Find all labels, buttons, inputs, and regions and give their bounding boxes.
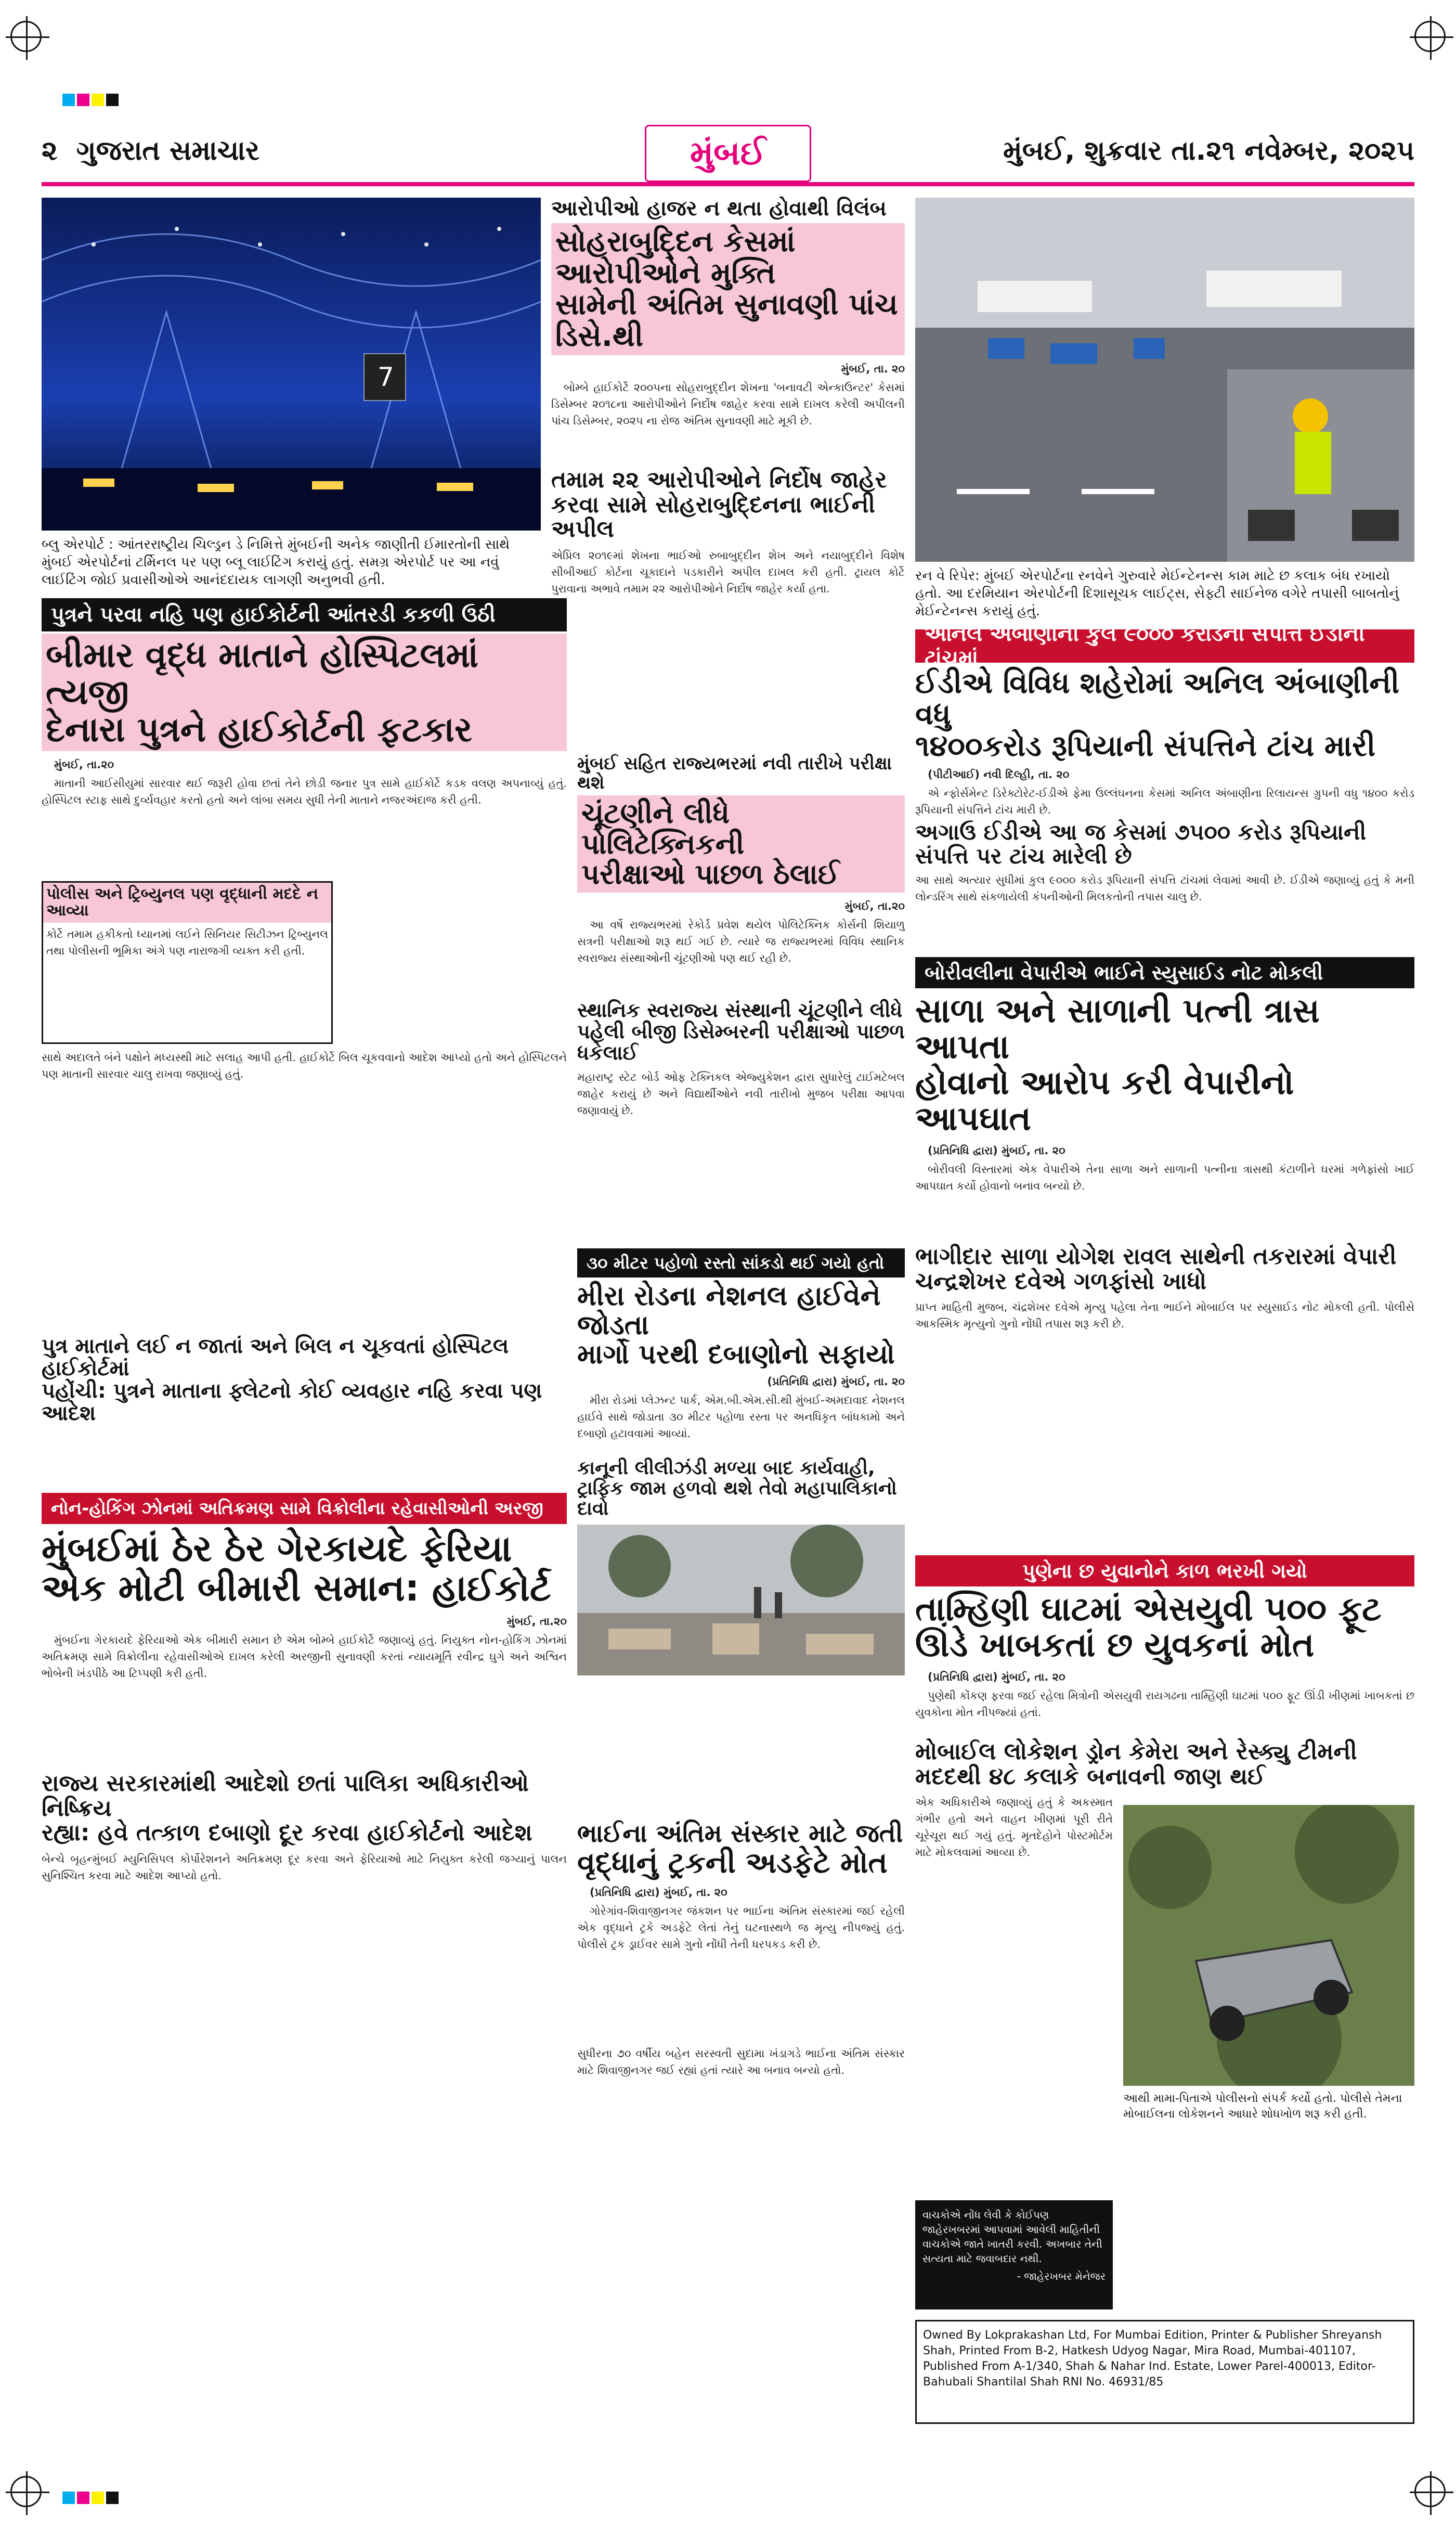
truck-body: [577, 1884, 905, 2040]
color-bar-bottom: [62, 2492, 121, 2506]
polytechnic-body: [577, 898, 905, 997]
runway-image: [915, 198, 1414, 562]
borivali-body-2: પ્રાપ્ત માહિતી મુજબ, ચંદ્રશેખર દવેએ મૃત્યુ પહેલા તેના ભાઈને મોબાઈલ પર સ્યુસાઈડ નોટ મોકલી હતી. પોલીસે આકસ્મિક મૃત્યુનો ગુનો નોંધી તપાસ શરૂ કરી છે.: [915, 1301, 1414, 1331]
advert-notice-signoff: - જાહેરખબર મેનેજર: [1017, 2270, 1106, 2282]
registration-mark-top-right: [1414, 21, 1446, 52]
anil-ambani-body: [915, 766, 1414, 818]
masthead: [42, 125, 1414, 187]
hawkers-body-2: બેન્ચે બૃહન્મુંબઈ મ્યુનિસિપલ કોર્પોરેશનને અતિક્રમણ દૂર કરવા અને ફેરિયાઓ માટે નિયુક્ત કરેલી જગ્યાનું પાલન સુનિશ્ચિત કરવા માટે આદેશ આપ્યો હતો.: [42, 1852, 567, 1882]
parents-article: [42, 598, 567, 1482]
borivali-body: [915, 1142, 1414, 1241]
polytechnic-headline-band: [577, 795, 905, 893]
tamhini-dateline: (પ્રતિનિધિ દ્વારા) મુંબઈ, તા. ૨૦: [928, 1671, 1065, 1684]
sohrabuddin-body: [551, 360, 905, 464]
parents-headline-band: [42, 634, 567, 751]
polytechnic-kicker: મુંબઈ સહિત રાજ્યભરમાં નવી તારીખે પરીક્ષા થશે: [577, 753, 892, 793]
parents-body: [42, 756, 567, 876]
page-number: ૨: [42, 135, 58, 166]
sohrabuddin-headline-band: [551, 223, 905, 355]
mira-road-body: [577, 1373, 905, 1456]
hawkers-headline-1: મુંબઈમાં ઠેર ઠેર ગેરકાયદે ફેરિયા: [42, 1527, 512, 1570]
mira-road-dateline: (પ્રતિનિધિ દ્વારા) મુંબઈ, તા. ૨૦: [767, 1375, 905, 1388]
sohrabuddin-article: [551, 198, 905, 744]
page-number-and-paper: [42, 135, 259, 167]
sohrabuddin-dateline: મુંબઈ, તા. ૨૦: [841, 363, 905, 376]
borivali-subhead: ભાગીદાર સાળા યોગેશ રાવલ સાથેની તકરારમાં વેપારી ચન્દ્રશેખર દવેએ ગળફાંસો ખાધો: [915, 1243, 1397, 1295]
tamhini-suv-wreck-photo: [1123, 1805, 1414, 2086]
sohrabuddin-headline-1: સોહરાબુદ્દિન કેસમાં આરોપીઓને મુક્તિ: [555, 225, 796, 290]
advert-notice-text: વાચકોએ નોંધ લેવી કે કોઈપણ જાહેરખબરમાં આપવામાં આવેલી માહિતીની વાચકોએ જાતે ખાતરી કરવી. અખબાર તેની સત્યતા માટે જવાબદાર નથી.: [922, 2209, 1102, 2265]
registration-mark-bottom-right: [1414, 2476, 1446, 2507]
tamhini-headline-1: તામ્હિણી ઘાટમાં એસયુવી ૫૦૦ ફૂટ: [915, 1590, 1382, 1629]
parents-box-body: કોર્ટે તમામ હકીકતો ધ્યાનમાં લઈને સિનિયર સિટીઝન ટ્રિબ્યુનલ તથા પોલીસની ભૂમિકા અંગે પણ નારાજગી વ્યક્ત કરી હતી.: [46, 927, 328, 957]
anil-ambani-dateline: (પીટીઆઈ) નવી દિલ્હી, તા. ૨૦: [928, 768, 1070, 781]
borivali-body-text: બોરીવલી વિસ્તારમાં એક વેપારીએ તેના સાળા અને સાળાની પત્નીના ત્રાસથી કંટાળીને ઘરમાં ગળેફાંસો ખાઈ આપઘાત કર્યો હોવાનો બનાવ બન્યો છે.: [915, 1163, 1414, 1193]
polytechnic-dateline: મુંબઈ, તા.૨૦: [844, 900, 905, 913]
hawkers-article: [42, 1493, 567, 2471]
parents-sidebar-box: [42, 881, 333, 1044]
hawkers-subhead-2: રહ્યા: હવે તત્કાળ દબાણો દૂર કરવા હાઈકોર્ટનો આદેશ: [42, 1820, 532, 1847]
registration-mark-top-left: [10, 21, 42, 52]
polytechnic-body-2: મહારાષ્ટ્ર સ્ટેટ બોર્ડ ઓફ ટેક્નિકલ એજ્યુકેશન દ્વારા સુધારેલું ટાઈમટેબલ જાહેર કરાયું છે અને વિદ્યાર્થીઓને નવી તારીખો મુજબ પરીક્ષા આપવા જણાવાયું છે.: [577, 1071, 905, 1117]
tamhini-photo-caption: આથી મામા-પિતાએ પોલીસનો સંપર્ક કર્યો હતો. પોલીસે તેમના મોબાઈલના લોકેશનને આધારે શોધખોળ શરૂ કરી હતી.: [1123, 2092, 1402, 2121]
mira-road-body-text: મીરા રોડમાં પ્લેઝન્ટ પાર્ક, એમ.બી.એમ.સી.થી મુંબઈ-અમદાવાદ નેશનલ હાઈવે સાથે જોડાતા ૩૦ મીટર પહોળા રસ્તા પર અનધિકૃત બાંધકામો અને દબાણો હટાવવામાં આવ્યાં.: [577, 1394, 905, 1440]
mira-road-subhead: કાનૂની લીલીઝંડી મળ્યા બાદ કાર્યવાહી, ટ્રાફિક જામ હળવો થશે તેવો મહાપાલિકાનો દાવો: [577, 1457, 897, 1520]
sohrabuddin-subhead: તમામ ૨૨ આરોપીઓને નિર્દોષ જાહેર કરવા સામે સોહરાબુદ્દિનના ભાઈની અપીલ: [551, 467, 887, 543]
hawkers-kicker: નોન-હોકિંગ ઝોનમાં અતિક્રમણ સામે વિક્રોલીના રહેવાસીઓની અરજી: [42, 1493, 567, 1524]
parents-headline-2: દેનારા પુત્રને હાઈકોર્ટની ફટકાર: [46, 709, 473, 750]
hawkers-headline-2: એક મોટી બીમારી સમાન: હાઈકોર્ટ: [42, 1566, 551, 1609]
dateline: મુંબઈ, શુક્રવાર તા.૨૧ નવેમ્બર, ૨૦૨૫: [1003, 135, 1414, 166]
tamhini-body-2: એક અધિકારીએ જણાવ્યું હતું કે અકસ્માત ગંભીર હતો અને વાહન ખીણમાં પૂરી રીતે ચૂરેચૂરા થઈ ગયું હતું. મૃતદેહોને પોસ્ટમોર્ટમ માટે મોકલવામાં આવ્યા છે.: [915, 1796, 1113, 1859]
anil-ambani-subhead: અગાઉ ઈડીએ આ જ કેસમાં ૭૫૦૦ કરોડ રૂપિયાની સંપત્તિ પર ટાંચ મારેલી છે: [915, 819, 1367, 869]
suv-wreck-image: [1123, 1805, 1414, 2086]
parents-kicker: પુત્રને પરવા નહિ પણ હાઈકોર્ટની આંતરડી કકળી ઉઠી: [42, 598, 567, 631]
color-bar-top: [62, 94, 121, 108]
polytechnic-headline-2: ચૂંટણીને લીધે પોલિટેક્નિકની: [581, 797, 745, 860]
borivali-headline-2: હોવાનો આરોપ કરી વેપારીનો આપઘાત: [915, 1064, 1294, 1139]
parents-headline-1: બીમાર વૃદ્ધ માતાને હોસ્પિટલમાં ત્યજી: [46, 635, 479, 713]
sohrabuddin-kicker: આરોપીઓ હાજર ન થતા હોવાથી વિલંબ: [551, 197, 887, 221]
borivali-article: [915, 957, 1414, 1550]
mira-road-demolition-photo: [577, 1525, 905, 1675]
truck-dateline: (પ્રતિનિધિ દ્વારા) મુંબઈ, તા. ૨૦: [590, 1886, 727, 1899]
masthead-rule: [42, 182, 1414, 186]
mira-road-article: [577, 1248, 905, 1810]
tamhini-subhead: મોબાઈલ લોકેશન ડ્રોન કેમેરા અને રેસ્ક્યુ ટીમની મદદથી ૪૮ કલાકે બનાવની જાણ થઈ: [915, 1738, 1357, 1790]
borivali-headline-1: સાળા અને સાળાની પત્ની ત્રાસ આપતા: [915, 992, 1320, 1067]
airport-terminal-image: [42, 198, 541, 531]
hawkers-body-text: મુંબઈના ગેરકાયદે ફેરિયાઓ એક બીમારી સમાન છે એમ બોમ્બે હાઈકોર્ટે જણાવ્યું હતું. નિયુક્ત નોન-હોકિંગ ઝોનમાં અતિક્રમણ સામે વિક્રોલીના રહેવાસીઓએ દાખલ કરેલી અરજીની સુનાવણી કરતાં ન્યાયમૂર્તિ રવીન્દ્ર ઘુગે અને અશ્વિન ભોબેની ખંડપીઠે આ ટિપ્પણી કરી હતી.: [42, 1634, 567, 1680]
borivali-kicker: બોરીવલીના વેપારીએ ભાઈને સ્યુસાઈડ નોટ મોકલી: [915, 957, 1414, 988]
tamhini-kicker: પુણેના છ યુવાનોને કાળ ભરખી ગયો: [915, 1555, 1414, 1586]
truck-body-2: સુધીરના ૭૦ વર્ષીય બહેન સરસ્વતી સુદામા ખંડાગડે ભાઈના અંતિમ સંસ્કાર માટે શિવાજીનગર જઈ રહ્યાં હતાં ત્યારે આ બનાવ બન્યો હતો.: [577, 2047, 905, 2077]
hawkers-subhead: રાજ્ય સરકારમાંથી આદેશો છતાં પાલિકા અધિકારીઓ નિષ્ક્રિય: [42, 1770, 529, 1822]
imprint-box: [915, 2320, 1414, 2424]
mira-road-kicker: ૩૦ મીટર પહોળો રસ્તો સાંકડો થઈ ગયો હતો: [577, 1248, 905, 1278]
polytechnic-body-text: આ વર્ષે રાજ્યભરમાં રેકોર્ડ પ્રવેશ થયેલ પોલિટેક્નિક કોર્સની શિયાળુ સત્રની પરીક્ષાઓ શરૂ થઈ ગઈ છે. ત્યારે જ રાજ્યભરમાં વિવિધ સ્થાનિક સ્વરાજ્ય સંસ્થાઓની ચૂંટણીઓ પણ થઈ રહી છે.: [577, 919, 905, 965]
truck-headline-1: ભાઈના અંતિમ સંસ્કાર માટે જતી: [577, 1819, 903, 1848]
tamhini-body-text: પુણેથી કોંકણ ફરવા જઈ રહેલા મિત્રોની એસયુવી રાયગઢના તામ્હિણી ઘાટમાં ૫૦૦ ફૂટ ઊંડી ખીણમાં ખાબકતાં છ યુવકોના મોત નીપજ્યાં હતાં.: [915, 1689, 1414, 1719]
airport-blue-light-photo: [42, 198, 541, 531]
anil-ambani-headline-1: ઈડીએ વિવિધ શહેરોમાં અનિલ અંબાણીની વધુ: [915, 666, 1400, 732]
airport-photo-caption: બ્લુ એરપોર્ટ : આંતરરાષ્ટ્રીય ચિલ્ડ્રન ડે નિમિત્તે મુંબઈની અનેક જાણીતી ઈમારતોની સાથે મુંબઈ એરપોર્ટનાં ટર્મિનલ પર પણ બ્લૂ લાઈટિંગ કરાયું હતું. સમગ્ર એરપોર્ટ પર આ નવું લાઈટિંગ જોઈ પ્રવાસીઓએ આનંદદાયક લાગણી અનુભવી હતી.: [42, 537, 510, 588]
parents-body-2: સાથે અદાલતે બંને પક્ષોને મધ્યસ્થી માટે સલાહ આપી હતી. હાઈકોર્ટે બિલ ચૂકવવાનો આદેશ આપ્યો હતો અને હોસ્પિટલને પણ માતાની સારવાર ચાલુ રાખવા જણાવ્યું હતું.: [42, 1051, 567, 1080]
tamhini-body: [915, 1669, 1414, 1736]
hawkers-body: [42, 1613, 567, 1769]
mira-road-headline-2: માર્ગો પરથી દબાણોનો સફાયો: [577, 1339, 895, 1371]
truck-body-text: ગોરેગાંવ-શિવાજીનગર જંકશન પર ભાઈના અંતિમ સંસ્કારમાં જઈ રહેલી એક વૃદ્ધાને ટ્રકે અડફેટે લેતાં તેનું ઘટનાસ્થળે જ મૃત્યુ નીપજ્યું હતું. પોલીસે ટ્રક ડ્રાઈવર સામે ગુનો નોંધી તેની ધરપકડ કરી છે.: [577, 1905, 905, 1951]
truck-headline-2: વૃદ્ધાનું ટ્રકની અડફેટે મોત: [577, 1846, 888, 1880]
sohrabuddin-headline-2: સામેની અંતિમ સુનાવણી પાંચ ડિસે.થી: [555, 288, 898, 353]
polytechnic-article: [577, 754, 905, 1238]
svg-text:7: 7: [378, 362, 394, 392]
anil-ambani-article: [915, 622, 1414, 947]
mira-road-headline-1: મીરા રોડના નેશનલ હાઈવેને જોડતા: [577, 1281, 881, 1341]
sohrabuddin-body-2: એપ્રિલ ૨૦૧૯માં શેખના ભાઈઓ રુબાબુદ્દીન શેખ અને નયાબુદ્દીને વિશેષ સીબીઆઈ કોર્ટના ચૂકાદાને પડકારીને અપીલ દાખલ કરી હતી. ટ્રાયલ કોર્ટે પુરાવાના અભાવે તમામ ૨૨ આરોપીઓને નિર્દોષ જાહેર કર્યા હતા.: [551, 549, 905, 595]
anil-ambani-kicker: અનિલ અંબાણીની કુલ ૯૦૦૦ કરોડની સંપત્તિ ઈડીની ટાંચમાં: [915, 629, 1414, 663]
runway-photo-caption: રન વે રિપેર: મુંબઈ એરપોર્ટના રનવેને ગુરુવારે મેઈન્ટેનન્સ કામ માટે છ કલાક બંધ રખાયો હતો. આ દરમિયાન એરપોર્ટની દિશાસૂચક લાઈટ્સ, સેફ્ટી સાઈનેજ વગેરે તપાસી બાબતોનું મેઈન્ટેનન્સ કરાયું હતું.: [915, 568, 1399, 619]
parents-box-title: પોલીસ અને ટ્રિબ્યુનલ પણ વૃદ્ધાની મદદે ન આવ્યા: [43, 883, 331, 923]
advert-notice-box: [915, 2200, 1113, 2309]
anil-ambani-headline-2: ૧૪૦૦કરોડ રૂપિયાની સંપત્તિને ટાંચ મારી: [915, 729, 1376, 763]
imprint-text: Owned By Lokprakashan Ltd, For Mumbai Edition, Printer & Publisher Shreyansh Shah, Printed From B-2, Hatkesh Udyog Nagar, Mira Road, Mumbai-401107, Published From A-1/340, Shah & Nahar Ind. Estate, Lower Parel-400013, Editor- Bahubali Shantilal Shah RNI No. 46931/85: [923, 2329, 1382, 2389]
tamhini-headline-2: ઊંડે ખાબકતાં છ યુવકનાં મોત: [915, 1626, 1315, 1665]
registration-mark-bottom-left: [10, 2476, 42, 2507]
polytechnic-headline-3: પરીક્ષાઓ પાછળ ઠેલાઈ: [581, 858, 840, 891]
parents-bottom-subhead: પહોંચી: પુત્રને માતાના ફ્લેટનો કોઈ વ્યવહાર નહિ કરવા પણ આદેશ: [42, 1378, 542, 1426]
parents-bottom-headline: પુત્ર માતાને લઈ ન જાતાં અને બિલ ન ચૂકવતાં હોસ્પિટલ હાઈકોર્ટમાં: [42, 1334, 509, 1380]
section-name: મુંબઈ: [645, 125, 811, 182]
anil-ambani-body-text: એ ન્ફોર્સમેન્ટ ડિરેક્ટોરેટ-ઈડીએ ફેમા ઉલ્લંઘનના કેસમાં અનિલ અંબાણીના રિલાયન્સ ગ્રુપની વધુ ૧૪૦૦ કરોડ રૂપિયાની સંપત્તિને ટાંચ મારી છે.: [915, 787, 1414, 817]
polytechnic-subhead: સ્થાનિક સ્વરાજ્ય સંસ્થાની ચૂંટણીને લીધે પહેલી બીજી ડિસેમ્બરની પરીક્ષાઓ પાછળ ધકેલાઈ: [577, 999, 905, 1065]
paper-name: ગુજરાત સમાચાર: [76, 135, 259, 166]
parents-body-text: માતાની આઈસીયુમાં સારવાર થઈ જરૂરી હોવા છતાં તેને છોડી જનાર પુત્ર સામે હાઈકોર્ટે કડક વલણ અપનાવ્યું હતું. હોસ્પિટલ સ્ટાફ સાથે દુર્વ્યવહાર કરતો હતો અને લાંબા સમય સુધી તેની માતાને નજરઅંદાજ કરી હતી.: [42, 777, 567, 806]
hawkers-dateline: મુંબઈ, તા.૨૦: [506, 1615, 567, 1628]
parents-dateline: મુંબઈ, તા.૨૦: [54, 758, 114, 771]
runway-repair-photo: [915, 198, 1414, 562]
borivali-dateline: (પ્રતિનિધિ દ્વારા) મુંબઈ, તા. ૨૦: [928, 1144, 1065, 1157]
anil-ambani-body-2: આ સાથે અત્યાર સુધીમાં કુલ ૯૦૦૦ કરોડ રૂપિયાની સંપત્તિ ટાંચમાં લેવામાં આવી છે. ઈડીએ જણાવ્યું હતું કે મની લોન્ડરિંગ સાથે સંકળાયેલી કંપનીઓની મિલકતોની તપાસ ચાલુ છે.: [915, 874, 1414, 904]
truck-article: [577, 1821, 905, 2460]
demolition-image: [577, 1525, 905, 1675]
sohrabuddin-body-text: બોમ્બે હાઈકોર્ટે ૨૦૦૫ના સોહરાબુદ્દીન શેખના 'બનાવટી એન્કાઉન્ટર' કેસમાં ડિસેમ્બર ૨૦૧૮ના આરોપીઓને નિર્દોષ જાહેર કરવા સામે દાખલ કરેલી અપીલની પાંચ ડિસેમ્બર, ૨૦૨૫ ના રોજ અંતિમ સુનાવણી માટે મૂકી છે.: [551, 381, 905, 428]
